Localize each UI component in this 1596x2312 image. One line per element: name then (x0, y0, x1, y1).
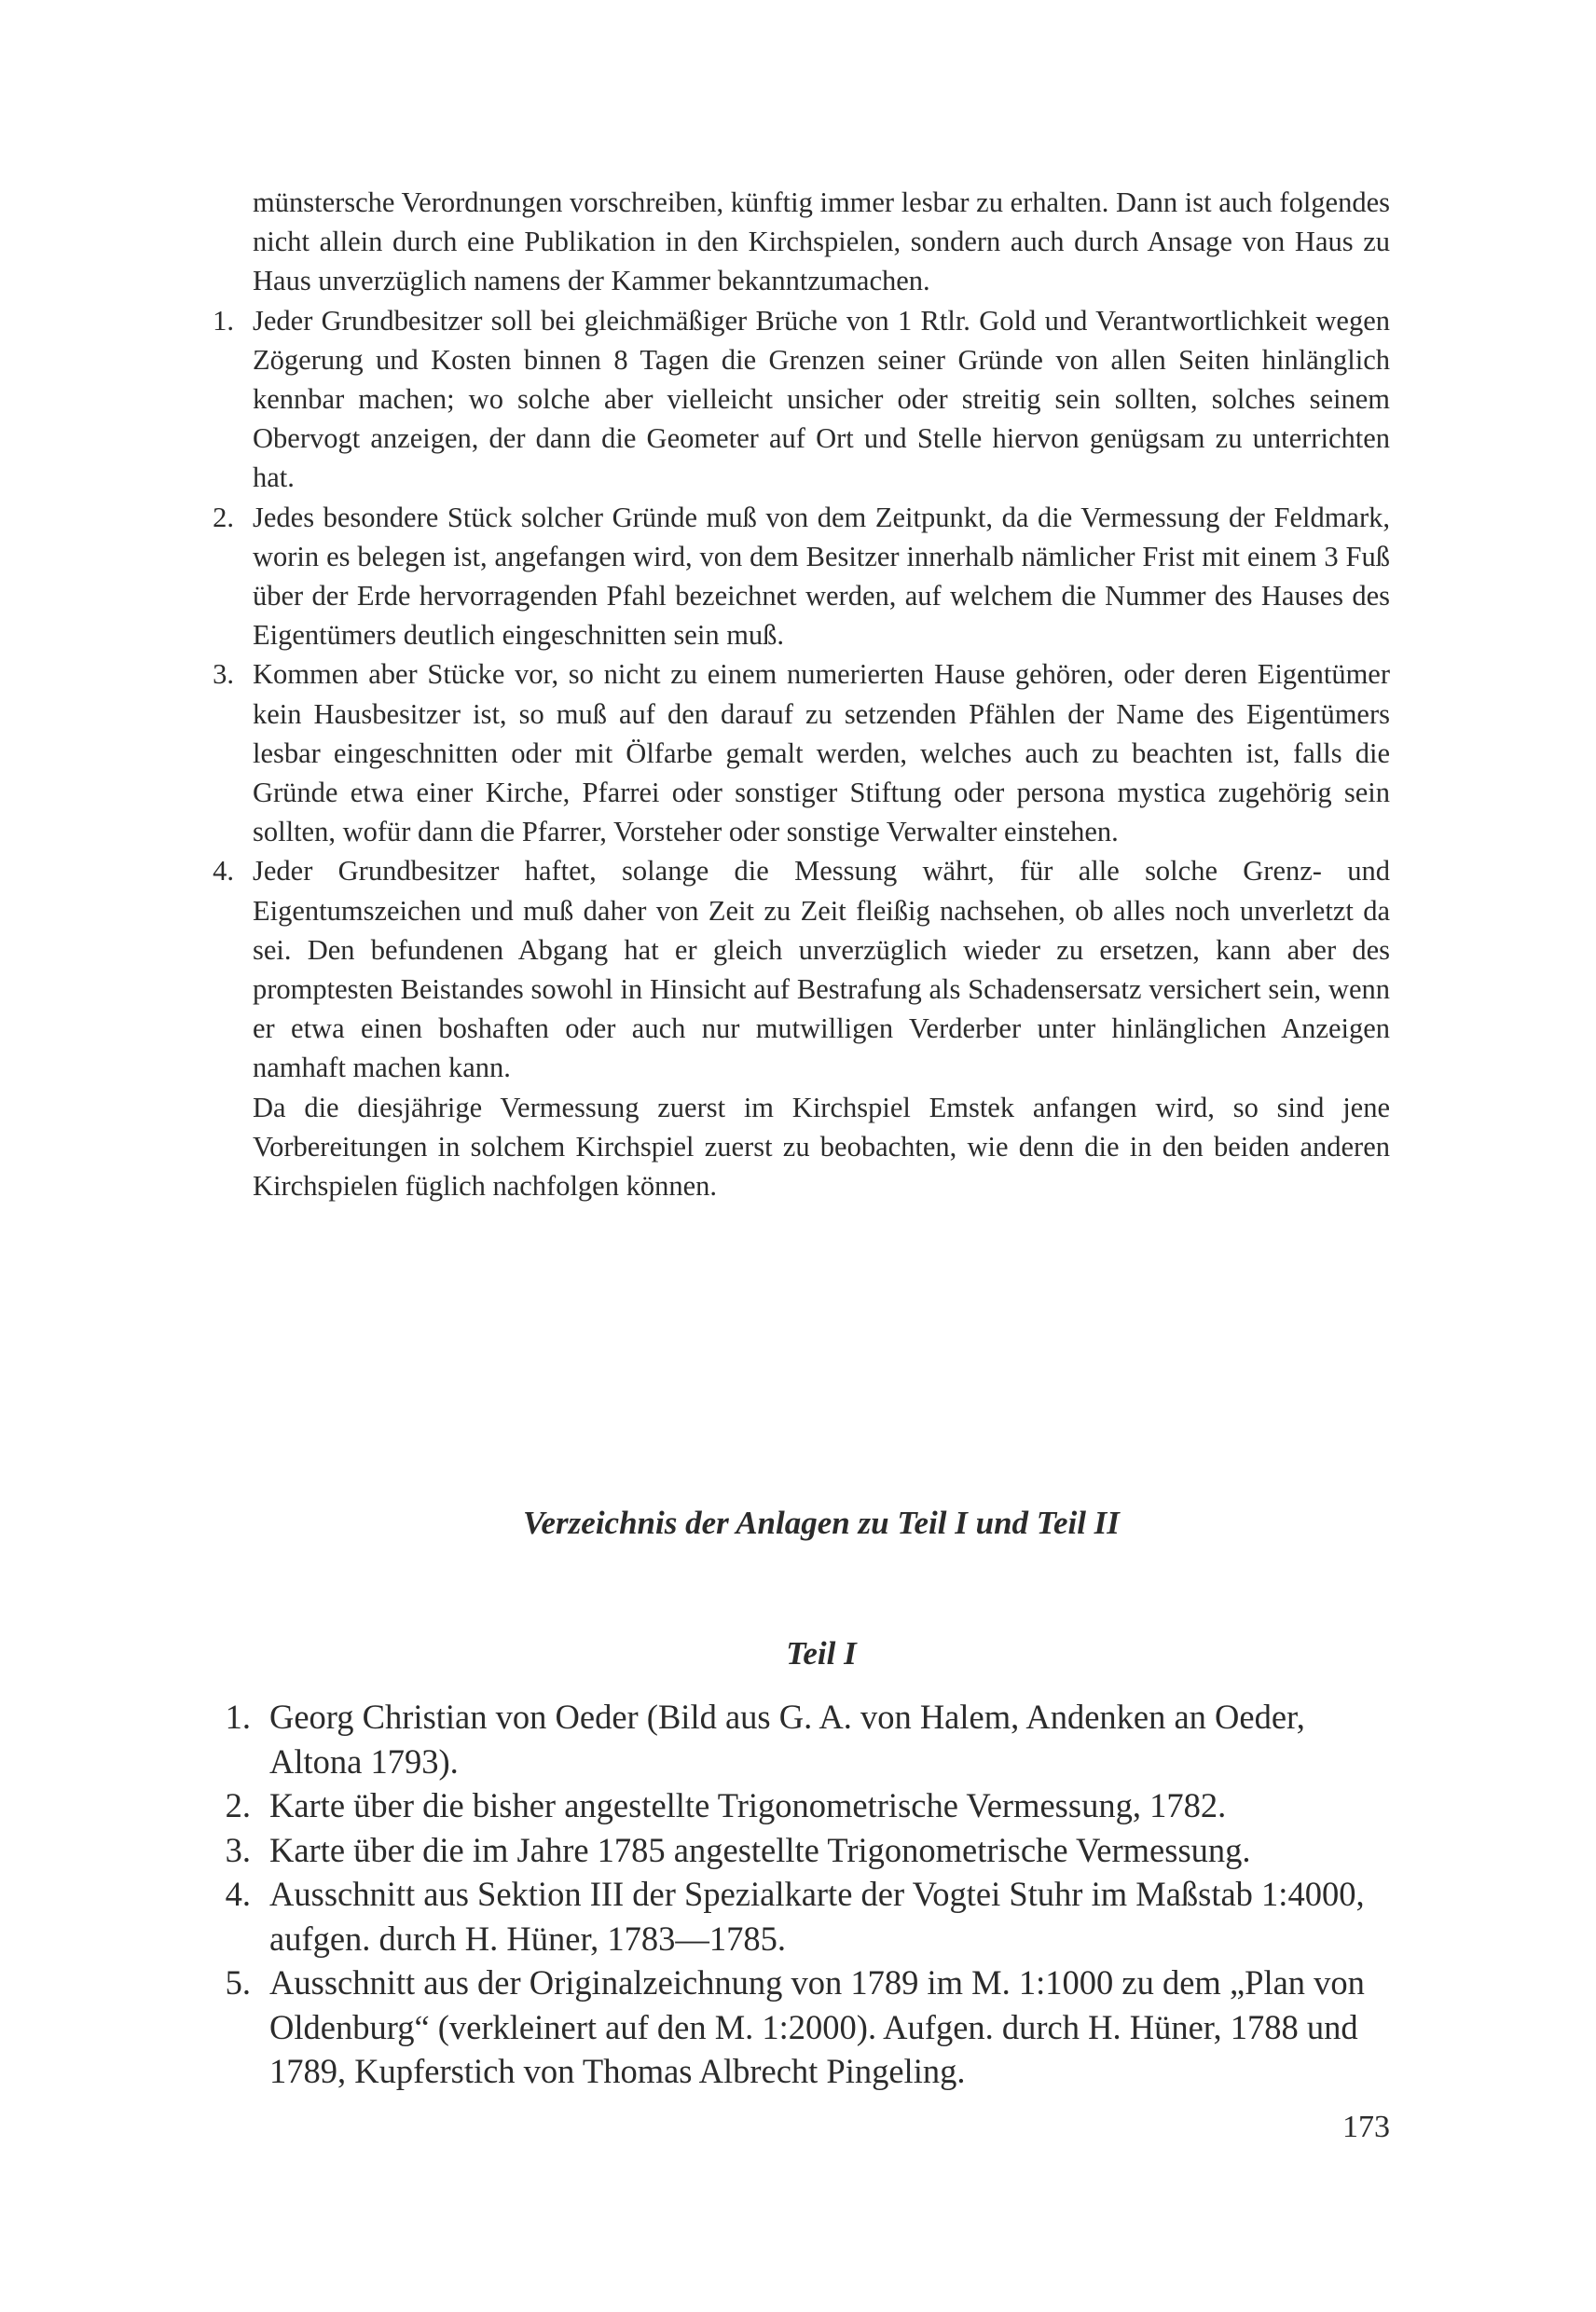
closing-paragraph: Da die diesjährige Vermessung zuerst im Kirchspiel Emstek anfangen wird, so sind jene Vorbereitungen in solchem Kirchspiel zuerst zu beobachten, wie denn die in den beiden anderen Kirchspielen füglich nachfolgen können. (253, 1091, 1390, 1203)
appendix-text: Ausschnitt aus der Originalzeichnung von 1789 im M. 1:1000 zu dem „Plan von Oldenburg“ (verkleinert auf den M. 1:2000). Aufgen. durch H. Hüner, 1788 und 1789, Kupferstich von Thomas Albrecht Pingeling. (269, 1963, 1365, 2090)
appendix-item (225, 1872, 1390, 1961)
provision-text: Jedes besondere Stück solcher Gründe muß von dem Zeitpunkt, da die Vermessung der Feldmark, worin es belegen ist, angefangen wird, von dem Besitzer innerhalb nämlicher Frist mit einem 3 Fuß über der Erde hervorragenden Pfahl bezeichnet werden, auf welchem die Nummer des Hauses des Eigentümers deutlich eingeschnitten sein muß. (253, 501, 1390, 652)
appendix-text: Georg Christian von Oeder (Bild aus G. A. von Halem, Andenken an Oeder, Altona 1793). (269, 1698, 1305, 1781)
appendix-heading: Verzeichnis der Anlagen zu Teil I und Teil II (523, 1505, 1120, 1541)
appendix-number: 1. (225, 1698, 251, 1736)
appendix-number: 4. (225, 1875, 251, 1913)
appendix-text: Karte über die im Jahre 1785 angestellte Trigonometrische Vermessung. (269, 1830, 1251, 1869)
provision-item (213, 498, 1390, 655)
appendix-item (225, 1828, 1390, 1873)
provision-text: Kommen aber Stücke vor, so nicht zu einem numerierten Hause gehören, oder deren Eigentümer kein Hausbesitzer ist, so muß auf den darauf zu setzenden Pfählen der Name des Eigentümers lesbar eingeschnitten oder mit Ölfarbe gemalt werden, welches auch zu beachten ist, falls die Gründe etwa einer Kirche, Pfarrei oder sonstiger Stiftung oder persona mystica zugehörig sein sollten, wofür dann die Pfarrer, Vorsteher oder sonstige Verwalter einstehen. (253, 658, 1390, 848)
appendix-number: 3. (225, 1830, 251, 1869)
provision-text: Jeder Grundbesitzer soll bei gleichmäßiger Brüche von 1 Rtlr. Gold und Verantwortlichkeit wegen Zögerung und Kosten binnen 8 Tagen die Grenzen seiner Gründe von allen Seiten hinlänglich kennbar machen; wo solche aber vielleicht unsicher oder streitig sein sollten, solches seinem Obervogt anzeigen, der dann die Geometer auf Ort und Stelle hiervon genügsam zu unterrichten hat. (253, 304, 1390, 494)
appendix-item (225, 1695, 1390, 1783)
intro-paragraph: münstersche Verordnungen vorschreiben, künftig immer lesbar zu erhalten. Dann ist auch folgendes nicht allein durch eine Publikation in den Kirchspielen, sondern auch durch Ansage von Haus zu Haus unverzüglich namens der Kammer bekanntzumachen. (253, 186, 1390, 297)
provision-item (213, 654, 1390, 851)
appendix-text: Ausschnitt aus Sektion III der Spezialkarte der Vogtei Stuhr im Maßstab 1:4000, aufgen. durch H. Hüner, 1783—1785. (269, 1875, 1365, 1958)
appendix-item (225, 1783, 1390, 1828)
provision-number: 1. (213, 304, 234, 337)
main-text-block (213, 183, 1390, 1205)
appendix-list (225, 1695, 1390, 2094)
provision-item (213, 851, 1390, 1087)
provision-number: 4. (213, 855, 234, 888)
appendix-item (225, 1961, 1390, 2094)
provision-text: Jeder Grundbesitzer haftet, solange die Messung währt, für alle solche Grenz- und Eigentumszeichen und muß daher von Zeit zu Zeit fleißig nachsehen, ob alles noch unverletzt da sei. Den befundenen Abgang hat er gleich unverzüglich wieder zu ersetzen, kann aber des promptesten Beistandes sowohl in Hinsicht auf Bestrafung als Schadensersatz versichert sein, wenn er etwa einen boshaften oder auch nur mutwilligen Verderber unter hinlänglichen Anzeigen namhaft machen kann. (253, 855, 1390, 1084)
part-heading: Teil I (786, 1635, 857, 1672)
provision-item (213, 301, 1390, 498)
appendix-text: Karte über die bisher angestellte Trigonometrische Vermessung, 1782. (269, 1786, 1227, 1824)
appendix-number: 5. (225, 1963, 251, 2002)
appendix-number: 2. (225, 1786, 251, 1824)
provision-number: 2. (213, 501, 234, 533)
provision-number: 3. (213, 658, 234, 691)
page-number: 173 (1342, 2110, 1390, 2144)
